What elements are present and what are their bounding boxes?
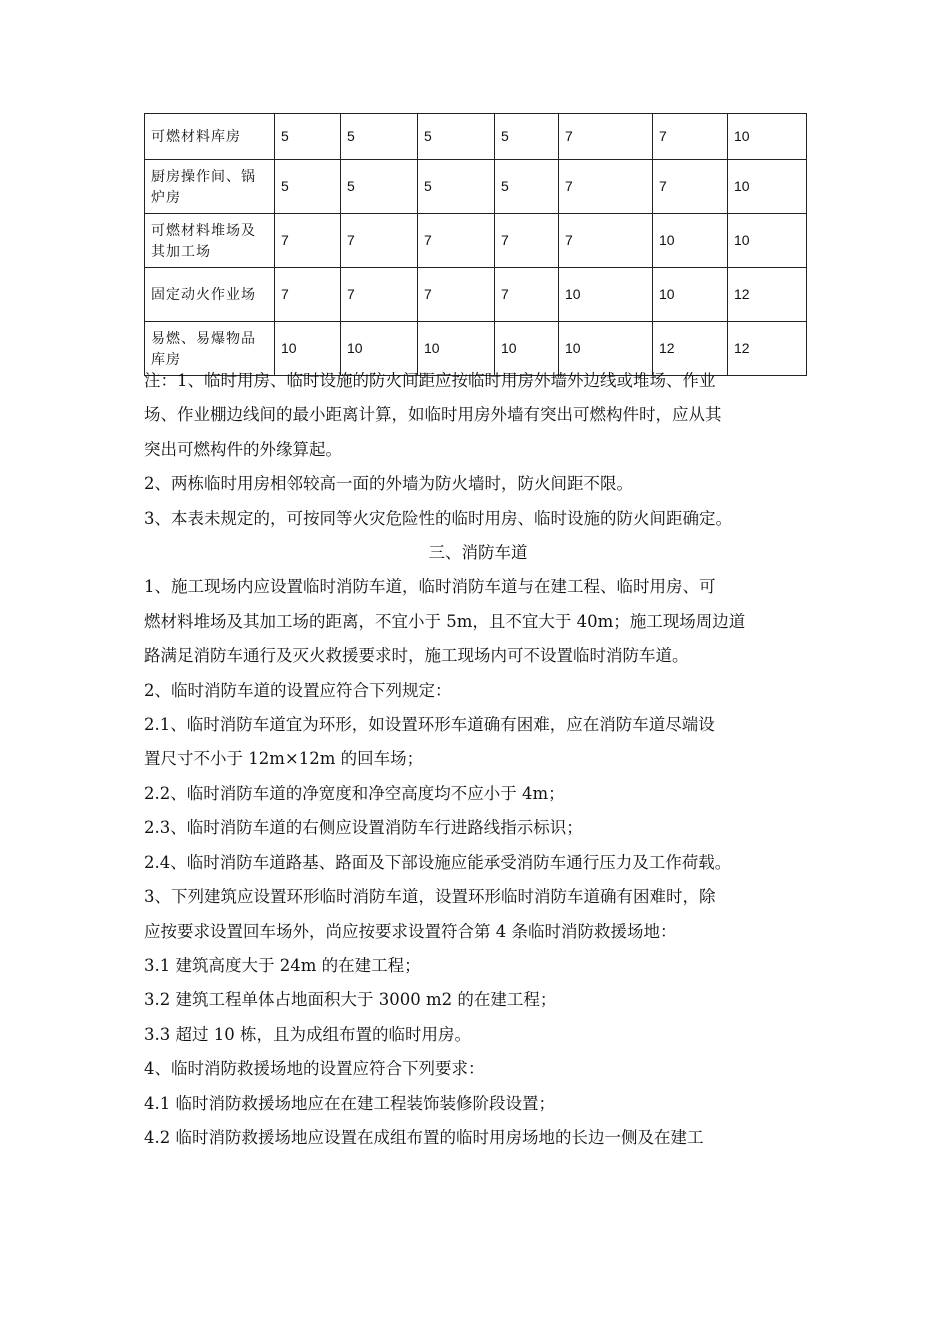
row-label: 可燃材料库房 — [145, 114, 275, 160]
row-label: 易燃、易爆物品库房 — [145, 322, 275, 376]
paragraph-line: 置尺寸不小于 12m×12m 的回车场； — [144, 749, 424, 769]
table-cell: 5 — [418, 160, 495, 214]
table-row — [145, 114, 807, 160]
row-label: 厨房操作间、锅炉房 — [145, 160, 275, 214]
paragraph-line: 3.3 超过 10 栋，且为成组布置的临时用房。 — [144, 1024, 471, 1044]
paragraph-line: 3.1 建筑高度大于 24m 的在建工程； — [144, 955, 421, 975]
table-cell: 10 — [418, 322, 495, 376]
paragraph-line: 2.4、临时消防车道路基、路面及下部设施应能承受消防车通行压力及工作荷载。 — [144, 852, 732, 872]
paragraph-line: 2.1、临时消防车道宜为环形，如设置环形车道确有困难，应在消防车道尽端设 — [144, 715, 715, 735]
table-cell: 7 — [341, 268, 418, 322]
table-cell: 10 — [341, 322, 418, 376]
table-cell: 12 — [728, 322, 807, 376]
table-row — [145, 160, 807, 214]
paragraph-line: 4.1 临时消防救援场地应在在建工程装饰装修阶段设置； — [144, 1093, 555, 1113]
paragraph-line: 路满足消防车通行及灭火救援要求时，施工现场内可不设置临时消防车道。 — [144, 646, 689, 666]
note-line: 3、本表未规定的，可按同等火灾危险性的临时用房、临时设施的防火间距确定。 — [144, 508, 732, 528]
note-line: 突出可燃构件的外缘算起。 — [144, 439, 342, 459]
table-cell: 10 — [495, 322, 559, 376]
note-line: 注：1、临时用房、临时设施的防火间距应按临时用房外墙外边线或堆场、作业 — [144, 371, 716, 390]
table-cell: 5 — [341, 114, 418, 160]
table-cell: 12 — [728, 268, 807, 322]
table-cell: 7 — [418, 268, 495, 322]
table-cell: 5 — [495, 114, 559, 160]
table-cell: 5 — [418, 114, 495, 160]
paragraph-line: 4.2 临时消防救援场地应设置在成组布置的临时用房场地的长边一侧及在建工 — [144, 1127, 704, 1147]
table-cell: 10 — [728, 114, 807, 160]
table-cell: 10 — [559, 322, 653, 376]
paragraph-line: 3、下列建筑应设置环形临时消防车道，设置环形临时消防车道确有困难时，除 — [144, 887, 716, 907]
table-cell: 12 — [653, 322, 728, 376]
paragraph-line: 2.3、临时消防车道的右侧应设置消防车行进路线指示标识； — [144, 818, 583, 838]
paragraph-line: 4、临时消防救援场地的设置应符合下列要求： — [144, 1059, 485, 1079]
note-line: 场、作业棚边线间的最小距离计算，如临时用房外墙有突出可燃构件时，应从其 — [144, 405, 722, 425]
paragraph-line: 燃材料堆场及其加工场的距离，不宜小于 5m，且不宜大于 40m；施工现场周边道 — [144, 611, 746, 631]
table-row — [145, 268, 807, 322]
table-cell: 7 — [341, 214, 418, 268]
table-cell: 7 — [275, 214, 341, 268]
paragraph-line: 1、施工现场内应设置临时消防车道，临时消防车道与在建工程、临时用房、可 — [144, 577, 716, 597]
table-cell: 7 — [559, 214, 653, 268]
table-cell: 7 — [418, 214, 495, 268]
table-cell: 10 — [559, 268, 653, 322]
table-cell: 5 — [275, 114, 341, 160]
table-cell: 10 — [728, 160, 807, 214]
table-cell: 10 — [653, 268, 728, 322]
table-cell: 5 — [495, 160, 559, 214]
table-cell: 5 — [341, 160, 418, 214]
paragraph-line: 2.2、临时消防车道的净宽度和净空高度均不应小于 4m； — [144, 783, 565, 803]
table-cell: 7 — [559, 114, 653, 160]
row-label: 固定动火作业场 — [145, 268, 275, 322]
paragraph-line: 应按要求设置回车场外，尚应按要求设置符合第 4 条临时消防救援场地： — [144, 921, 677, 941]
note-line: 2、两栋临时用房相邻较高一面的外墙为防火墙时，防火间距不限。 — [144, 474, 633, 494]
table-cell: 10 — [728, 214, 807, 268]
paragraph-line: 2、临时消防车道的设置应符合下列规定： — [144, 680, 452, 700]
section-heading: 三、消防车道 — [428, 543, 528, 563]
table-cell: 7 — [653, 160, 728, 214]
table-cell: 7 — [495, 214, 559, 268]
table-cell: 7 — [275, 268, 341, 322]
table-cell: 10 — [275, 322, 341, 376]
table-cell: 10 — [653, 214, 728, 268]
table-row — [145, 214, 807, 268]
table-cell: 7 — [653, 114, 728, 160]
row-label: 可燃材料堆场及其加工场 — [145, 214, 275, 268]
fire-spacing-table — [144, 113, 807, 376]
body-text — [144, 364, 812, 1155]
table-cell: 5 — [275, 160, 341, 214]
table-cell: 7 — [495, 268, 559, 322]
paragraph-line: 3.2 建筑工程单体占地面积大于 3000 m2 的在建工程； — [144, 990, 557, 1010]
table-cell: 7 — [559, 160, 653, 214]
